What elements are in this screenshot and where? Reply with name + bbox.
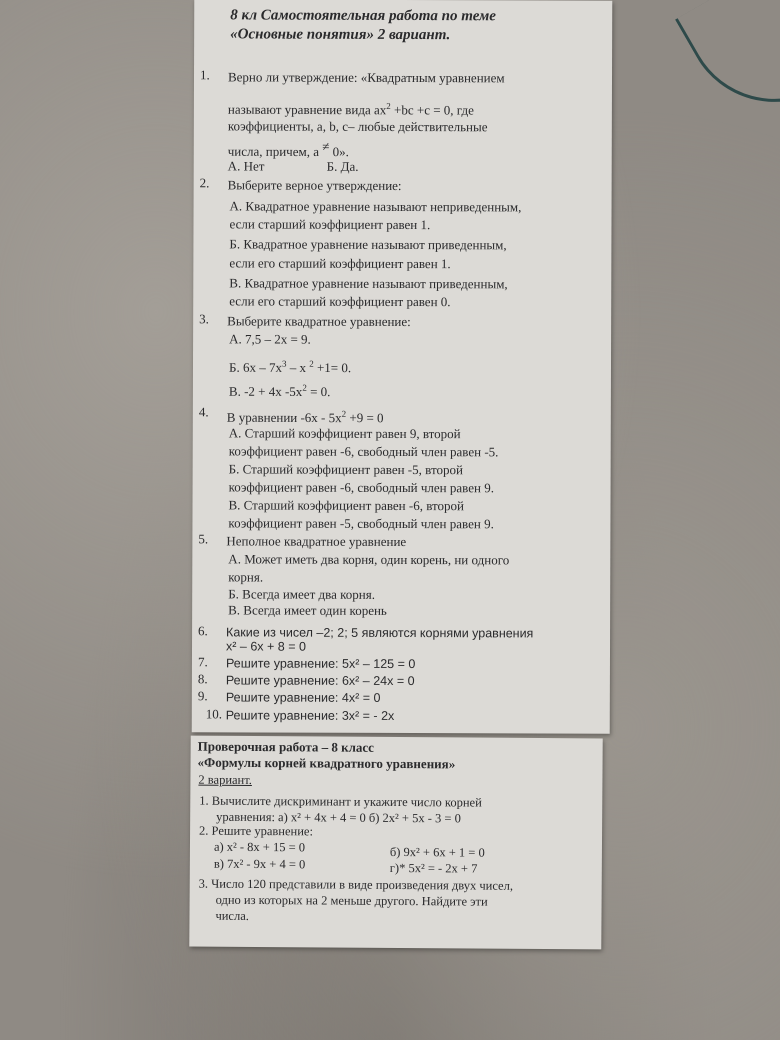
- task-2-equation-v: в) 7x² - 9x + 4 = 0: [213, 856, 306, 872]
- task-1-text: 1. Вычислите дискриминант и укажите число корней: [199, 793, 482, 810]
- answer-option-v: В. Старший коэффициент равен -6, второй: [228, 497, 465, 514]
- question-text: Решите уравнение: 5x² – 125 = 0: [225, 656, 416, 672]
- answer-option-b: Б. Всегда имеет два корня.: [228, 586, 375, 602]
- answer-option-a: А. Квадратное уравнение называют неприведенным,: [229, 198, 522, 215]
- task-3-text: 3. Число 120 представили в виде произведения двух чисел,: [198, 876, 514, 893]
- question-number: 8.: [197, 671, 208, 687]
- question-number: 7.: [197, 654, 208, 670]
- question-text: Решите уравнение: 6x² – 24x = 0: [225, 673, 415, 689]
- answer-option-b: коэффициент равен -6, свободный член равен 9.: [228, 479, 494, 496]
- question-number: 4.: [198, 404, 209, 420]
- question-text: числа, причем, а ≠ 0».: [227, 138, 349, 160]
- question-text: Выберите квадратное уравнение:: [227, 313, 411, 330]
- question-text: Неполное квадратное уравнение: [226, 533, 407, 550]
- task-3-text: числа.: [215, 908, 249, 923]
- question-text: называют уравнение вида $ах^2 +bс +с = 0$, где: [227, 100, 474, 118]
- worksheet-independent-work: [192, 0, 613, 734]
- question-equation: x² – 6x + 8 = 0: [225, 639, 306, 654]
- answer-option-v: В. -2 + 4х $-5х^2 = 0$.: [228, 382, 331, 400]
- variant-label: 2 вариант.: [198, 772, 252, 787]
- answer-option-b: Б. Да.: [326, 158, 359, 174]
- answer-option-a: А. Нет: [227, 158, 265, 174]
- worksheet-title-line2: «Основные понятия» 2 вариант.: [230, 26, 451, 44]
- question-number: 2.: [199, 175, 210, 191]
- answer-option-a: А. 7,5 – 2х = 9.: [229, 331, 311, 347]
- answer-option-a: коэффициент равен -6, свободный член равен -5.: [228, 443, 499, 460]
- question-number: 9.: [197, 688, 208, 704]
- answer-option-a: корня.: [228, 569, 264, 585]
- question-text: Решите уравнение: 3x² = - 2x: [225, 708, 395, 723]
- worksheet-title-line1: Проверочная работа – 8 класс: [197, 738, 375, 755]
- question-number: 3.: [199, 311, 209, 327]
- background-cable: [675, 0, 780, 135]
- question-text: Выберите верное утверждение:: [227, 177, 402, 193]
- answer-option-a: А. Может иметь два корня, один корень, ни одного: [228, 551, 510, 568]
- worksheet-verification-work: [189, 736, 602, 950]
- answer-option-v: В. Квадратное уравнение называют приведенным,: [229, 275, 508, 292]
- answer-option-v: В. Всегда имеет один корень: [228, 602, 387, 618]
- worksheet-title-line1: 8 кл Самостоятельная работа по теме: [230, 7, 497, 25]
- question-text: коэффициенты, а, b, с– любые действительные: [227, 118, 488, 135]
- question-text: В уравнении $-6х - 5х^2 +9 = 0$: [226, 408, 384, 426]
- question-number: 1.: [199, 67, 210, 83]
- question-number: 6.: [198, 623, 208, 639]
- question-text: Решите уравнение: 4x² = 0: [225, 690, 381, 705]
- answer-option-b: Б. $6х - 7х^3$ – х $^2$ +1= 0.: [228, 358, 352, 376]
- answer-option-b: Б. Старший коэффициент равен -5, второй: [228, 461, 463, 478]
- task-1-equations: уравнения: а) x² + 4x + 4 = 0 б) 2x² + 5x - 3 = 0: [216, 809, 461, 826]
- answer-option-v: если его старший коэффициент равен 0.: [229, 293, 451, 310]
- task-2-equation-b: б) 9x² + 6x + 1 = 0: [389, 844, 485, 860]
- task-3-text: одно из которых на 2 меньше другого. Найдите эти: [215, 892, 488, 909]
- answer-option-v: коэффициент равен -5, свободный член равен 9.: [228, 515, 494, 532]
- answer-option-a: если старший коэффициент равен 1.: [229, 216, 431, 233]
- answer-option-b: Б. Квадратное уравнение называют приведенным,: [229, 236, 507, 253]
- question-number: 5.: [198, 531, 209, 547]
- question-number: 10.: [205, 706, 223, 722]
- answer-option-a: А. Старший коэффициент равен 9, второй: [228, 425, 461, 442]
- task-2-equation-g: г)* 5x² = - 2x + 7: [389, 860, 478, 876]
- worksheet-title-line2: «Формулы корней квадратного уравнения»: [197, 754, 456, 772]
- task-2-text: 2. Решите уравнение:: [199, 823, 313, 839]
- answer-option-b: если его старший коэффициент равен 1.: [229, 255, 451, 272]
- question-text: Верно ли утверждение: «Квадратным уравнением: [227, 69, 505, 86]
- task-2-equation-a: а) x² - 8x + 15 = 0: [213, 839, 306, 855]
- question-text: Какие из чисел –2; 2; 5 являются корнями уравнения: [226, 625, 534, 641]
